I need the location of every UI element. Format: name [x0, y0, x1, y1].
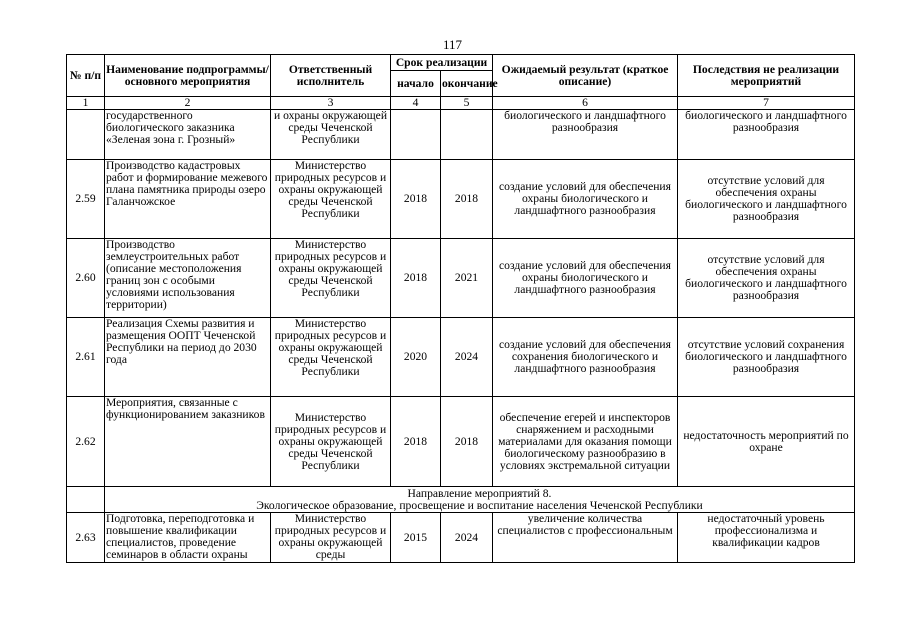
row-name: государственного биологического заказника «Зеленая зона г. Грозный»: [105, 110, 271, 160]
row-consequence: отсутствие условий сохранения биологического и ландшафтного разнообразия: [678, 318, 855, 397]
row-end: 2024: [441, 513, 493, 563]
row-consequence: биологического и ландшафтного разнообразия: [678, 110, 855, 160]
row-consequence: недостаточный уровень профессионализма и квалификации кадров: [678, 513, 855, 563]
column-index: 5: [441, 97, 493, 110]
row-name: Производство землеустроительных работ (описание местоположения границ зон с особыми условиями использования территории): [105, 239, 271, 318]
row-start: 2015: [391, 513, 441, 563]
table-row: [67, 513, 855, 563]
measures-table: [66, 54, 855, 563]
table-row: [67, 160, 855, 239]
row-start: [391, 110, 441, 160]
row-name: Мероприятия, связанные с функционированием заказников: [105, 397, 271, 487]
row-num: 2.62: [67, 397, 105, 487]
table-row: [67, 397, 855, 487]
row-responsible: Министерство природных ресурсов и охраны окружающей среды Чеченской Республики: [271, 318, 391, 397]
section-subtitle: Экологическое образование, просвещение и воспитание населения Чеченской Республики: [256, 498, 703, 512]
row-num: [67, 110, 105, 160]
row-end: 2021: [441, 239, 493, 318]
section-row: [67, 487, 855, 513]
column-index: 7: [678, 97, 855, 110]
table-row: [67, 110, 855, 160]
page-number: 117: [442, 37, 463, 52]
header-result: Ожидаемый результат (краткое описание): [493, 55, 678, 97]
column-index: 3: [271, 97, 391, 110]
column-index: 6: [493, 97, 678, 110]
row-result: биологического и ландшафтного разнообразия: [493, 110, 678, 160]
row-responsible: Министерство природных ресурсов и охраны окружающей среды Чеченской Республики: [271, 160, 391, 239]
column-index: 1: [67, 97, 105, 110]
row-responsible: и охраны окружающей среды Чеченской Республики: [271, 110, 391, 160]
row-end: [441, 110, 493, 160]
row-num: 2.59: [67, 160, 105, 239]
row-end: 2024: [441, 318, 493, 397]
row-responsible: Министерство природных ресурсов и охраны окружающей среды Чеченской Республики: [271, 239, 391, 318]
row-num: 2.63: [67, 513, 105, 563]
row-result: создание условий для обеспечения сохранения биологического и ландшафтного разнообразия: [493, 318, 678, 397]
row-result: обеспечение егерей и инспекторов снаряжением и расходными материалами для оказания помощи биологическому разнообразию в условиях экстремальной ситуации: [493, 397, 678, 487]
section-empty-cell: [67, 487, 105, 513]
row-result: создание условий для обеспечения охраны биологического и ландшафтного разнообразия: [493, 239, 678, 318]
row-responsible: Министерство природных ресурсов и охраны окружающей среды: [271, 513, 391, 563]
header-num: № п/п: [67, 55, 105, 97]
header-consequence: Последствия не реализации мероприятий: [678, 55, 855, 97]
header-end: окончание: [441, 71, 493, 97]
row-consequence: отсутствие условий для обеспечения охраны биологического и ландшафтного разнообразия: [678, 239, 855, 318]
row-result: создание условий для обеспечения охраны биологического и ландшафтного разнообразия: [493, 160, 678, 239]
row-name: Производство кадастровых работ и формирование межевого плана памятника природы озеро Галанчожское: [105, 160, 271, 239]
header-responsible: Ответственный исполнитель: [271, 55, 391, 97]
row-num: 2.60: [67, 239, 105, 318]
header-period: Срок реализации: [391, 55, 493, 71]
row-name: Подготовка, переподготовка и повышение квалификации специалистов, проведение семинаров в области охраны: [105, 513, 271, 563]
row-num: 2.61: [67, 318, 105, 397]
row-start: 2018: [391, 239, 441, 318]
row-name: Реализация Схемы развития и размещения ООПТ Чеченской Республики на период до 2030 года: [105, 318, 271, 397]
row-result: увеличение количества специалистов с профессиональным: [493, 513, 678, 563]
row-responsible: Министерство природных ресурсов и охраны окружающей среды Чеченской Республики: [271, 397, 391, 487]
row-start: 2020: [391, 318, 441, 397]
row-end: 2018: [441, 160, 493, 239]
row-consequence: недостаточность мероприятий по охране: [678, 397, 855, 487]
row-end: 2018: [441, 397, 493, 487]
section-title: Направление мероприятий 8.: [407, 486, 552, 500]
header-name: Наименование подпрограммы/ основного мероприятия: [105, 55, 271, 97]
row-start: 2018: [391, 397, 441, 487]
table-row: [67, 239, 855, 318]
header-start: начало: [391, 71, 441, 97]
column-index: 2: [105, 97, 271, 110]
column-index: 4: [391, 97, 441, 110]
section-heading: [105, 487, 855, 513]
row-start: 2018: [391, 160, 441, 239]
table-row: [67, 318, 855, 397]
row-consequence: отсутствие условий для обеспечения охраны биологического и ландшафтного разнообразия: [678, 160, 855, 239]
